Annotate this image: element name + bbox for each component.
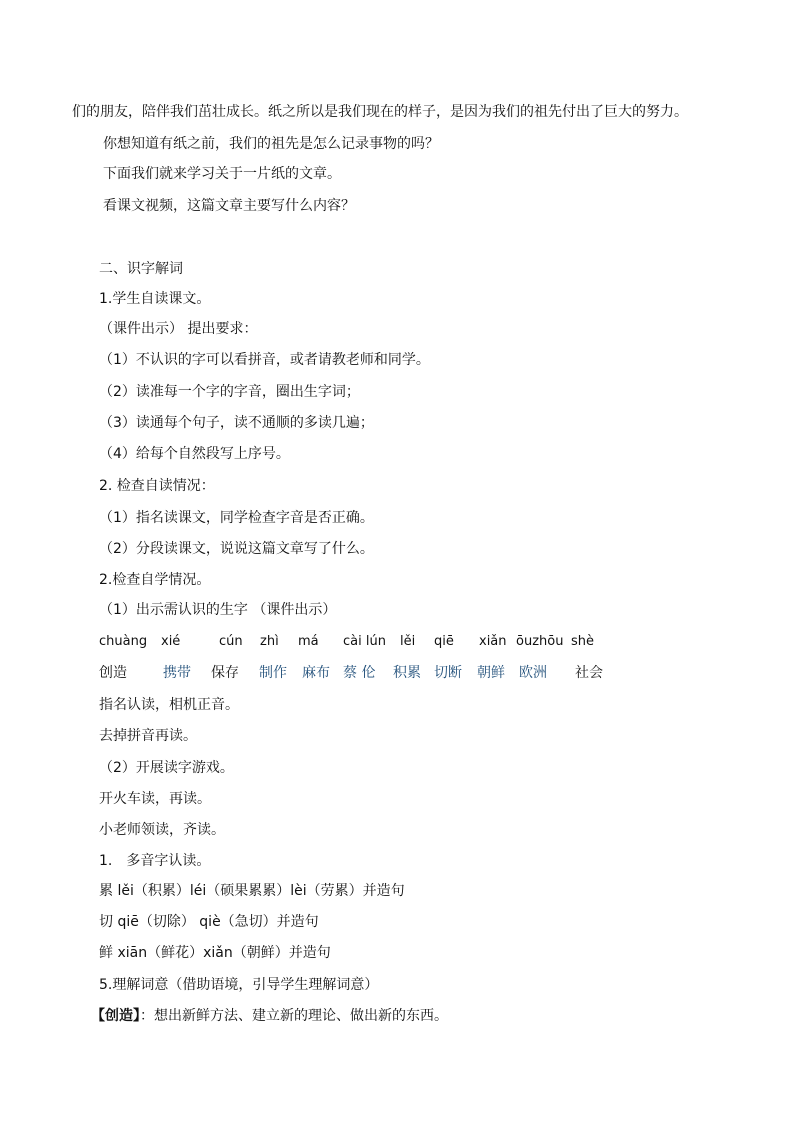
step-heading: 2.检查自学情况。 bbox=[99, 572, 211, 588]
definition-term: 【创造】 bbox=[91, 1008, 140, 1024]
polyphone-line: 鲜 xiān（鲜花）xiǎn（朝鲜）并造句 bbox=[99, 945, 331, 961]
pinyin: zhì bbox=[260, 634, 279, 649]
pinyin: ōuzhōu bbox=[516, 634, 564, 649]
vocab-word: 携带 bbox=[163, 665, 191, 681]
paragraph-line: 你想知道有纸之前，我们的祖先是怎么记录事物的吗？ bbox=[103, 136, 439, 152]
step-heading: 2. 检查自读情况： bbox=[99, 478, 215, 494]
vocab-word: 创造 bbox=[99, 665, 127, 681]
list-item: （1）不认识的字可以看拼音，或者请教老师和同学。 bbox=[99, 352, 430, 368]
paragraph-line: 看课文视频，这篇文章主要写什么内容？ bbox=[103, 198, 355, 214]
pinyin: xié bbox=[161, 634, 181, 649]
section-heading: 二、识字解词 bbox=[99, 261, 183, 277]
list-item: （1）出示需认识的生字 （课件出示） bbox=[99, 602, 337, 618]
definition-line bbox=[91, 1007, 448, 1025]
list-item: （4）给每个自然段写上序号。 bbox=[99, 446, 290, 462]
list-item: （2）开展读字游戏。 bbox=[99, 760, 234, 776]
pinyin: lěi bbox=[400, 634, 416, 649]
paragraph-line: 小老师领读，齐读。 bbox=[99, 822, 225, 838]
paragraph-line: 们的朋友，陪伴我们茁壮成长。纸之所以是我们现在的样子，是因为我们的祖先付出了巨大的努力。 bbox=[72, 104, 688, 120]
pinyin: xiǎn bbox=[479, 634, 507, 649]
vocab-word: 欧洲 bbox=[519, 665, 547, 681]
list-item: （2）读准每一个字的字音，圈出生字词； bbox=[99, 384, 360, 400]
paragraph-line: （课件出示） 提出要求： bbox=[99, 321, 258, 337]
definition-text: ：想出新鲜方法、建立新的理论、做出新的东西。 bbox=[140, 1008, 448, 1024]
pinyin: má bbox=[298, 634, 319, 649]
pinyin: cài lún bbox=[343, 634, 386, 649]
polyphone-line: 切 qiē（切除） qiè（急切）并造句 bbox=[99, 914, 319, 930]
vocab-word: 社会 bbox=[575, 665, 603, 681]
pinyin: qiē bbox=[434, 634, 454, 649]
vocab-word: 切断 bbox=[434, 665, 462, 681]
step-heading: 5.理解词意（借助语境，引导学生理解词意） bbox=[99, 977, 379, 993]
list-item: （1）指名读课文，同学检查字音是否正确。 bbox=[99, 510, 374, 526]
vocab-word: 朝鲜 bbox=[477, 665, 505, 681]
pinyin: shè bbox=[571, 634, 595, 649]
vocab-word: 麻布 bbox=[302, 665, 330, 681]
polyphone-line: 累 lěi（积累）léi（硕果累累）lèi（劳累）并造句 bbox=[99, 883, 405, 899]
paragraph-line: 下面我们就来学习关于一片纸的文章。 bbox=[103, 166, 341, 182]
vocab-word: 积累 bbox=[393, 665, 421, 681]
paragraph-line: 开火车读，再读。 bbox=[99, 791, 211, 807]
paragraph-line: 去掉拼音再读。 bbox=[99, 728, 197, 744]
step-heading: 1.学生自读课文。 bbox=[99, 291, 211, 307]
paragraph-line: 指名认读，相机正音。 bbox=[99, 697, 239, 713]
pinyin: cún bbox=[219, 634, 243, 649]
pinyin: chuàng bbox=[99, 634, 148, 649]
step-heading: 1. 多音字认读。 bbox=[99, 853, 211, 869]
vocab-word: 蔡 伦 bbox=[343, 665, 376, 681]
list-item: （3）读通每个句子，读不通顺的多读几遍； bbox=[99, 415, 374, 431]
vocab-word: 制作 bbox=[259, 665, 287, 681]
list-item: （2）分段读课文，说说这篇文章写了什么。 bbox=[99, 541, 374, 557]
vocab-word: 保存 bbox=[211, 665, 239, 681]
